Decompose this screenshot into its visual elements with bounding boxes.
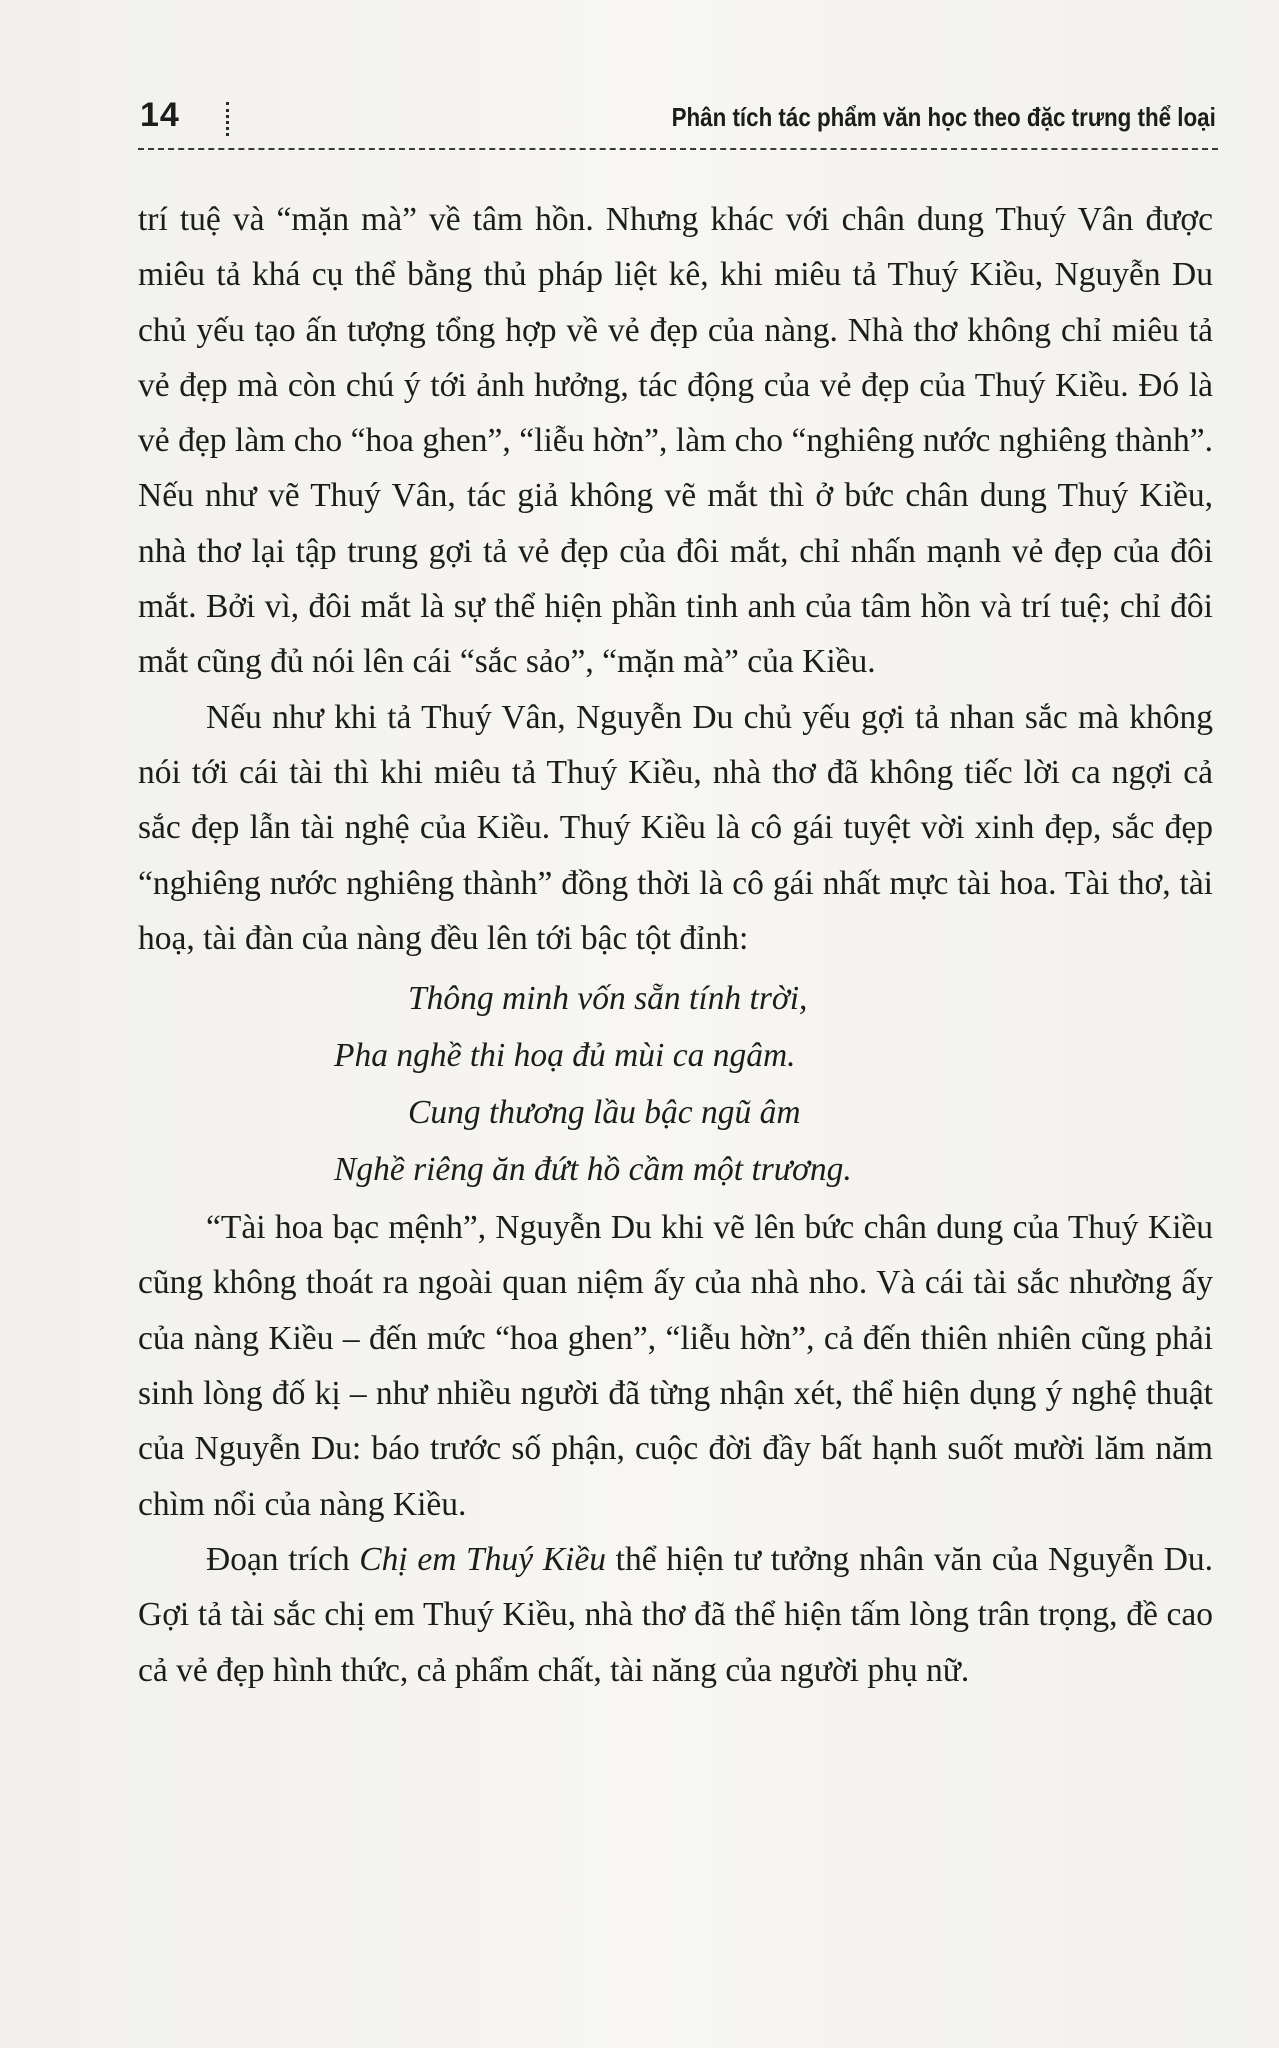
poem-line-1: Thông minh vốn sẵn tính trời, — [408, 980, 808, 1018]
work-title: Chị em Thuý Kiều — [359, 1540, 606, 1578]
poem-line-2: Pha nghề thi hoạ đủ mùi ca ngâm. — [334, 1037, 796, 1075]
paragraph-4-rest: thể hiện tư tưởng nhân văn của Nguyễn Du. Gợi tả tài sắc chị em Thuý Kiều, nhà thơ đã thể hiện tấm lòng trân trọng, đề cao cả vẻ đẹp hình thức, cả phẩm chất, tài năng của người phụ nữ. — [138, 1540, 1214, 1689]
header-separator — [226, 102, 229, 136]
poem-quote — [138, 970, 1213, 1198]
paragraph-3: “Tài hoa bạc mệnh”, Nguyễn Du khi vẽ lên bức chân dung của Thuý Kiều cũng không thoát ra ngoài quan niệm ấy của nhà nho. Và cái tài sắc nhường ấy của nàng Kiều – đến mức “hoa ghen”, “liễu hờn”, cả đến thiên nhiên cũng phải sinh lòng đố kị – như nhiều người đã từng nhận xét, thể hiện dụng ý nghệ thuật của Nguyễn Du: báo trước số phận, cuộc đời đầy bất hạnh suốt mười lăm năm chìm nổi của nàng Kiều. — [138, 1209, 1213, 1523]
paragraph-4-start: Đoạn trích — [206, 1540, 360, 1578]
page-number: 14 — [140, 96, 180, 134]
body-text — [138, 192, 1213, 1698]
paragraph-1: trí tuệ và “mặn mà” về tâm hồn. Nhưng khác với chân dung Thuý Vân được miêu tả khá cụ thể bằng thủ pháp liệt kê, khi miêu tả Thuý Kiều, Nguyễn Du chủ yếu tạo ấn tượng tổng hợp về vẻ đẹp của nàng. Nhà thơ không chỉ miêu tả vẻ đẹp mà còn chú ý tới ảnh hưởng, tác động của vẻ đẹp của Thuý Kiều. Đó là vẻ đẹp làm cho “hoa ghen”, “liễu hờn”, làm cho “nghiêng nước nghiêng thành”. Nếu như vẽ Thuý Vân, tác giả không vẽ mắt thì ở bức chân dung Thuý Kiều, nhà thơ lại tập trung gợi tả vẻ đẹp của đôi mắt, chỉ nhấn mạnh vẻ đẹp của đôi mắt. Bởi vì, đôi mắt là sự thể hiện phần tinh anh của tâm hồn và trí tuệ; chỉ đôi mắt cũng đủ nói lên cái “sắc sảo”, “mặn mà” của Kiều. — [138, 201, 1213, 681]
poem-line-4: Nghề riêng ăn đứt hồ cầm một trương. — [334, 1151, 852, 1189]
paragraph-4 — [138, 1532, 1213, 1698]
paragraph-2: Nếu như khi tả Thuý Vân, Nguyễn Du chủ yếu gợi tả nhan sắc mà không nói tới cái tài thì khi miêu tả Thuý Kiều, nhà thơ đã không tiếc lời ca ngợi cả sắc đẹp lẫn tài nghệ của Kiều. Thuý Kiều là cô gái tuyệt vời xinh đẹp, sắc đẹp “nghiêng nước nghiêng thành” đồng thời là cô gái nhất mực tài hoa. Tài thơ, tài hoạ, tài đàn của nàng đều lên tới bậc tột đỉnh: — [138, 698, 1213, 957]
poem-line-3: Cung thương lầu bậc ngũ âm — [408, 1094, 801, 1132]
running-title: Phân tích tác phẩm văn học theo đặc trưng thể loại — [671, 102, 1216, 132]
page-header — [138, 92, 1218, 150]
